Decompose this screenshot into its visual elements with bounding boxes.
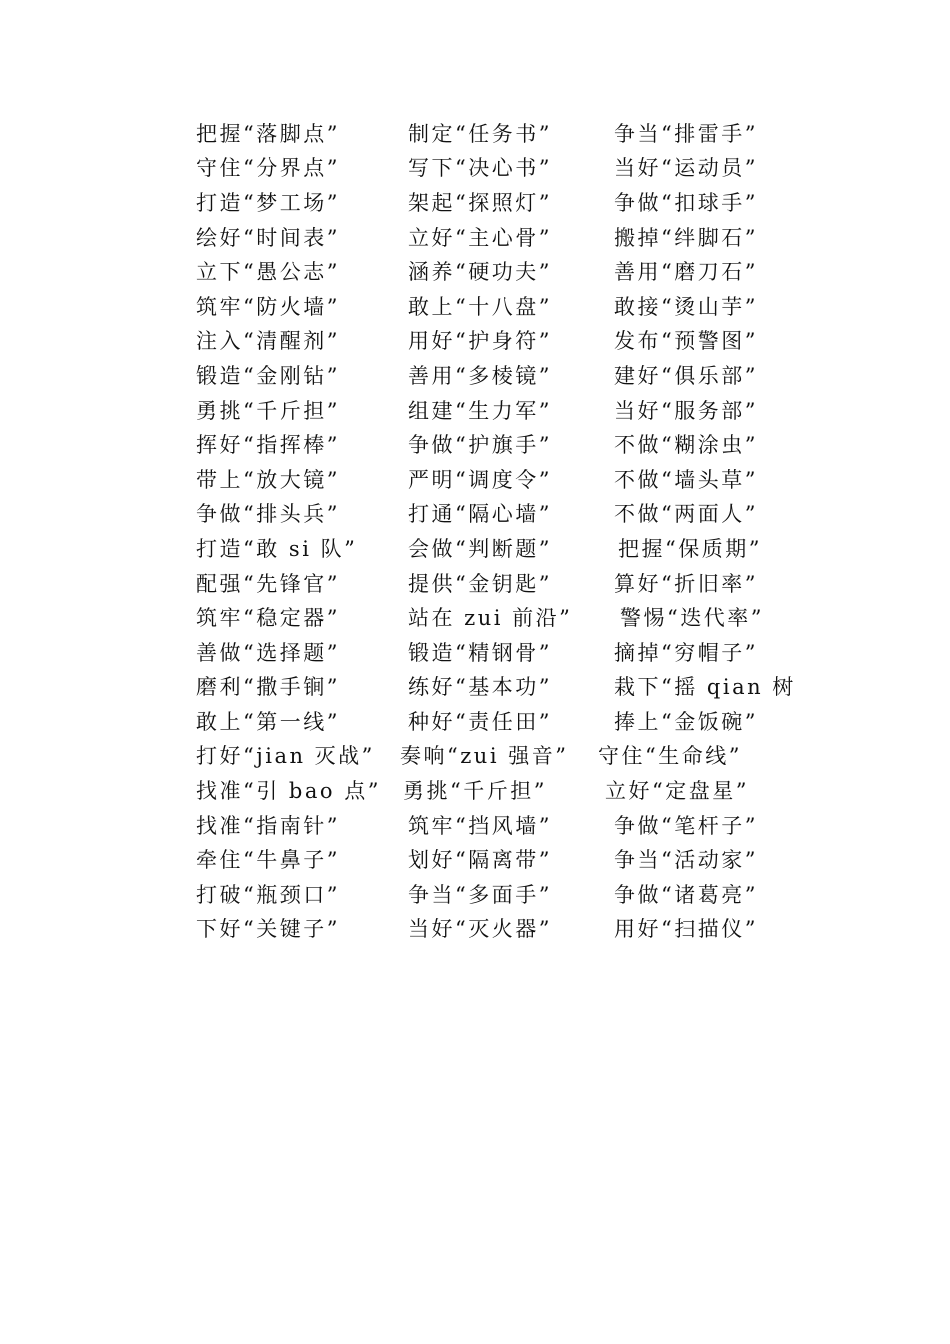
phrase-cell: 奏响“zui 强音” — [400, 744, 569, 769]
phrase-cell: 站在 zui 前沿” — [408, 606, 573, 631]
phrase-cell: 争做“扣球手” — [614, 190, 758, 215]
phrase-cell: 摘掉“穷帽子” — [614, 640, 758, 665]
phrase-cell: 当好“灭火器” — [408, 917, 552, 942]
phrase-cell: 敢上“十八盘” — [408, 294, 552, 319]
phrase-cell: 涵养“硬功夫” — [408, 260, 552, 285]
phrase-cell: 打破“瓶颈口” — [196, 882, 340, 907]
phrase-cell: 争当“活动家” — [614, 848, 758, 873]
phrase-row — [196, 152, 816, 187]
phrase-cell: 划好“隔离带” — [408, 848, 552, 873]
phrase-row — [196, 428, 816, 463]
phrase-row — [196, 463, 816, 498]
phrase-cell: 当好“运动员” — [614, 156, 758, 181]
phrase-cell: 勇挑“千斤担” — [196, 398, 340, 423]
phrase-cell: 当好“服务部” — [614, 398, 758, 423]
phrase-cell: 带上“放大镜” — [196, 467, 340, 492]
phrase-cell: 善做“选择题” — [196, 640, 340, 665]
phrase-cell: 严明“调度令” — [408, 467, 552, 492]
phrase-cell: 立下“愚公志” — [196, 260, 340, 285]
phrase-row — [196, 532, 816, 567]
phrase-cell: 牵住“牛鼻子” — [196, 848, 340, 873]
phrase-cell: 不做“墙头草” — [614, 467, 758, 492]
phrase-cell: 善用“磨刀石” — [614, 260, 758, 285]
phrase-cell: 筑牢“防火墙” — [196, 294, 340, 319]
phrase-row — [196, 809, 816, 844]
phrase-cell: 用好“扫描仪” — [614, 917, 758, 942]
phrase-cell: 立好“主心骨” — [408, 225, 552, 250]
phrase-cell: 配强“先锋官” — [196, 571, 340, 596]
phrase-cell: 打造“敢 si 队” — [196, 536, 358, 561]
phrase-row — [196, 774, 816, 809]
phrase-cell: 争做“护旗手” — [408, 433, 552, 458]
phrase-cell: 争做“诸葛亮” — [614, 882, 758, 907]
phrase-row — [196, 359, 816, 394]
phrase-row — [196, 498, 816, 533]
phrase-cell: 挥好“指挥棒” — [196, 433, 340, 458]
phrase-cell: 捧上“金饭碗” — [614, 709, 758, 734]
phrase-cell: 找准“指南针” — [196, 813, 340, 838]
phrase-cell: 找准“引 bao 点” — [196, 779, 381, 804]
phrase-row — [196, 671, 816, 706]
phrase-row — [196, 843, 816, 878]
phrase-cell: 守住“生命线” — [598, 744, 742, 769]
phrase-cell: 磨利“撒手锏” — [196, 675, 340, 700]
phrase-cell: 立好“定盘星” — [605, 779, 749, 804]
phrase-cell: 下好“关键子” — [196, 917, 340, 942]
phrase-cell: 写下“决心书” — [408, 156, 552, 181]
phrase-cell: 争做“排头兵” — [196, 502, 340, 527]
phrase-cell: 筑牢“稳定器” — [196, 606, 340, 631]
phrase-row — [196, 705, 816, 740]
phrase-cell: 架起“探照灯” — [408, 190, 552, 215]
phrase-cell: 筑牢“挡风墙” — [408, 813, 552, 838]
phrase-cell: 组建“生力军” — [408, 398, 552, 423]
phrase-row — [196, 290, 816, 325]
phrase-cell: 栽下“摇 qian 树 — [614, 675, 796, 700]
phrase-cell: 打造“梦工场” — [196, 190, 340, 215]
phrase-cell: 争当“多面手” — [408, 882, 552, 907]
phrase-cell: 不做“糊涂虫” — [614, 433, 758, 458]
phrase-cell: 争做“笔杆子” — [614, 813, 758, 838]
phrase-row — [196, 601, 816, 636]
phrase-cell: 把握“落脚点” — [196, 121, 340, 146]
phrase-row — [196, 325, 816, 360]
phrase-cell: 守住“分界点” — [196, 156, 340, 181]
phrase-cell: 不做“两面人” — [614, 502, 758, 527]
phrase-cell: 敢上“第一线” — [196, 709, 340, 734]
phrase-cell: 善用“多棱镜” — [408, 363, 552, 388]
phrase-row — [196, 255, 816, 290]
phrase-cell: 注入“清醒剂” — [196, 329, 340, 354]
phrase-row — [196, 740, 816, 775]
phrase-cell: 打通“隔心墙” — [408, 502, 552, 527]
phrase-cell: 种好“责任田” — [408, 709, 552, 734]
phrase-cell: 锻造“精钢骨” — [408, 640, 552, 665]
phrase-row — [196, 394, 816, 429]
phrase-cell: 锻造“金刚钻” — [196, 363, 340, 388]
phrase-cell: 争当“排雷手” — [614, 121, 758, 146]
phrase-cell: 勇挑“千斤担” — [403, 779, 547, 804]
phrase-cell: 提供“金钥匙” — [408, 571, 552, 596]
phrase-cell: 打好“jian 灭战” — [196, 744, 375, 769]
phrase-list — [196, 117, 816, 947]
phrase-cell: 建好“俱乐部” — [614, 363, 758, 388]
phrase-cell: 发布“预警图” — [614, 329, 758, 354]
phrase-cell: 算好“折旧率” — [614, 571, 758, 596]
phrase-cell: 用好“护身符” — [408, 329, 552, 354]
phrase-row — [196, 636, 816, 671]
phrase-cell: 制定“任务书” — [408, 121, 552, 146]
phrase-row — [196, 117, 816, 152]
phrase-cell: 练好“基本功” — [408, 675, 552, 700]
phrase-row — [196, 567, 816, 602]
phrase-cell: 敢接“烫山芋” — [614, 294, 758, 319]
phrase-cell: 会做“判断题” — [408, 536, 552, 561]
phrase-row — [196, 221, 816, 256]
phrase-cell: 搬掉“绊脚石” — [614, 225, 758, 250]
phrase-row — [196, 878, 816, 913]
phrase-row — [196, 913, 816, 948]
phrase-cell: 警惕“迭代率” — [620, 606, 764, 631]
phrase-row — [196, 186, 816, 221]
phrase-cell: 把握“保质期” — [618, 536, 762, 561]
phrase-cell: 绘好“时间表” — [196, 225, 340, 250]
